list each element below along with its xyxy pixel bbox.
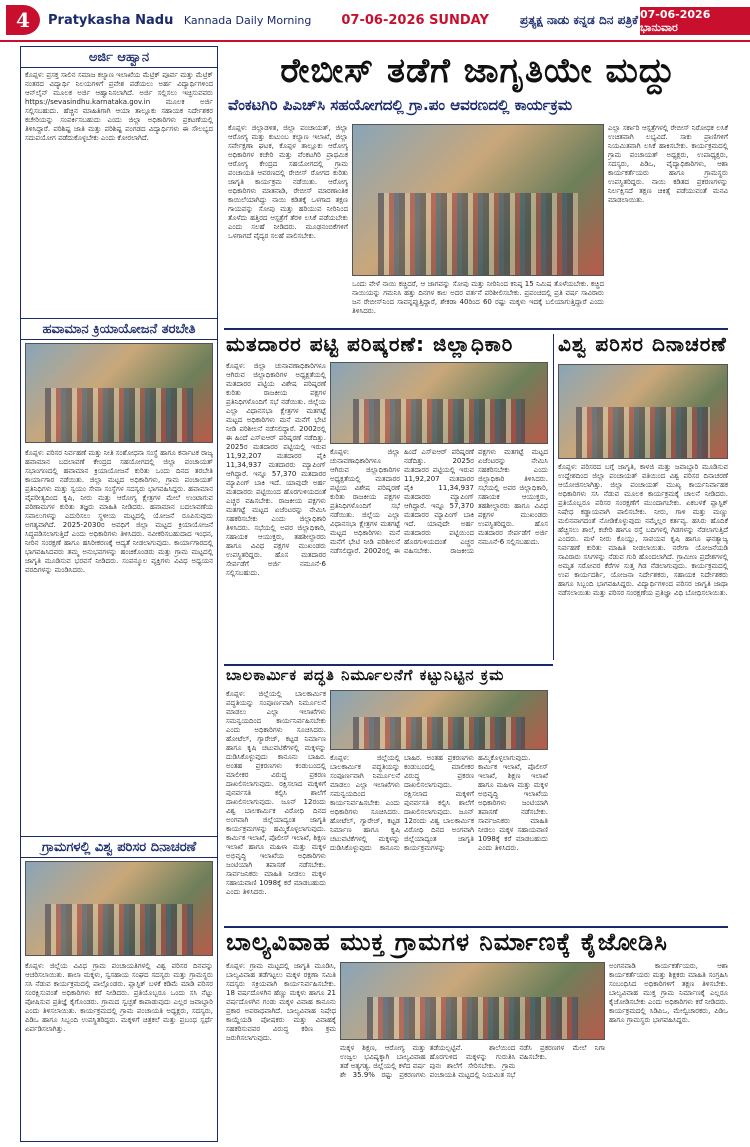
left-item1-body: ಕೊಪ್ಪಳ: ಪ್ರಸಕ್ತ ಸಾಲಿನ ಸಮಾಜ ಕಲ್ಯಾಣ ಇಲಾಖೆಯ ಮೆಟ್ರಿಕ್ ಪೂರ್ವ ಮತ್ತು ಮೆಟ್ರಿಕ್ ನಂತರದ ವಿದ್ಯಾರ್ಥಿ ನಿಲಯಗಳಿಗೆ ಪ್ರವೇಶ ಪಡೆಯಲು ಅರ್ಹ ವಿದ್ಯಾರ್ಥಿಗಳಿಂದ ಆನ್‌ಲೈನ್ ಮೂಲಕ ಅರ್ಜಿ ಆಹ್ವಾನಿಸಲಾಗಿದೆ. ಅರ್ಜಿ ಸಲ್ಲಿಸಲು ಇಚ್ಛಿಸುವವರು https://sevasindhu.karnataka.gov.in ಮೂಲಕ ಅರ್ಜಿ ಸಲ್ಲಿಸಬಹುದು. ಹೆಚ್ಚಿನ ಮಾಹಿತಿಗಾಗಿ ಆಯಾ ತಾಲ್ಲೂಕು ಸಹಾಯಕ ನಿರ್ದೇಶಕರ ಕಚೇರಿಯನ್ನು ಸಂಪರ್ಕಿಸಬಹುದು ಎಂದು ಜಿಲ್ಲಾ ಅಧಿಕಾರಿಗಳು ಪ್ರಕಟಣೆಯಲ್ಲಿ ತಿಳಿಸಿದ್ದಾರೆ. ಪರಿಶಿಷ್ಟ ಜಾತಿ ಮತ್ತು ಪರಿಶಿಷ್ಟ ಪಂಗಡದ ವಿದ್ಯಾರ್ಥಿಗಳು ಈ ಸೌಲಭ್ಯದ ಸದುಪಯೋಗ ಪಡೆದುಕೊಳ್ಳಬೇಕು ಎಂದು ಕೋರಲಾಗಿದೆ. (25, 71, 213, 142)
story2-body: ಕೊಪ್ಪಳ: ಜಿಲ್ಲಾ ಚುನಾವಣಾಧಿಕಾರಿಗಳೂ ಆಗಿರುವ ಜಿಲ್ಲಾಧಿಕಾರಿಗಳ ಅಧ್ಯಕ್ಷತೆಯಲ್ಲಿ ಮತದಾರರ ಪಟ್ಟಿಯ ವಿಶೇಷ ಪರಿಷ್ಕರಣೆ ಕುರಿತು ರಾಜಕೀಯ ಪಕ್ಷಗಳ ಪ್ರತಿನಿಧಿಗಳೊಂದಿಗೆ ಸಭೆ ನಡೆಯಿತು. ಜಿಲ್ಲೆಯ ಎಲ್ಲಾ ವಿಧಾನಸಭಾ ಕ್ಷೇತ್ರಗಳ ಮತಗಟ್ಟೆ ಮಟ್ಟದ ಅಧಿಕಾರಿಗಳು ಮನೆ ಮನೆಗೆ ಭೇಟಿ ನೀಡಿ ಪರಿಶೀಲನೆ ನಡೆಸಲಿದ್ದಾರೆ. 2002ರಲ್ಲಿ ಈ ಹಿಂದೆ ಎಸ್‌ಐಆರ್ ಪರಿಷ್ಕರಣೆ ನಡೆದಿತ್ತು. 2025ರ ಮತದಾರರ ಪಟ್ಟಿಯಲ್ಲಿ ಇರುವ 11,92,207 ಮತದಾರರ ಪೈಕಿ 11,34,937 ಮತದಾರರು ಮ್ಯಾಪಿಂಗ್ ಆಗಿದ್ದಾರೆ. ಇನ್ನೂ 57,370 ಮತದಾರರ ಮ್ಯಾಪಿಂಗ್ ಬಾಕಿ ಇದೆ. ಯಾವುದೇ ಅರ್ಹ ಮತದಾರರು ಪಟ್ಟಿಯಿಂದ ಹೊರಗುಳಿಯದಂತೆ ಎಚ್ಚರ ವಹಿಸಬೇಕು. ರಾಜಕೀಯ ಪಕ್ಷಗಳು ಮತಗಟ್ಟೆ ಮಟ್ಟದ ಏಜೆಂಟರನ್ನು ನೇಮಿಸಿ ಸಹಕರಿಸಬೇಕು ಎಂದು ಜಿಲ್ಲಾಧಿಕಾರಿ ತಿಳಿಸಿದರು. ಸಭೆಯಲ್ಲಿ ಅಪರ ಜಿಲ್ಲಾಧಿಕಾರಿ, ಸಹಾಯಕ ಆಯುಕ್ತರು, ತಹಶೀಲ್ದಾರರು ಹಾಗೂ ವಿವಿಧ ಪಕ್ಷಗಳ ಮುಖಂಡರು ಉಪಸ್ಥಿತರಿದ್ದರು. ಹೊಸ ಮತದಾರರ ಸೇರ್ಪಡೆಗೆ ಅರ್ಜಿ ನಮೂನೆ-6 ಸಲ್ಲಿಸಬಹುದು. (226, 362, 326, 577)
left-item1-title: ಅರ್ಜಿ ಆಹ್ವಾನ (21, 47, 217, 68)
story5-body-right: ಅಂಗನವಾಡಿ ಕಾರ್ಯಕರ್ತೆಯರು, ಆಶಾ ಕಾರ್ಯಕರ್ತೆಯರು ಮತ್ತು ಶಿಕ್ಷಕರು ಮಾಹಿತಿ ಸಂಗ್ರಹಿಸಿ ಸಂಬಂಧಿಸಿದ ಅಧಿಕಾರಿಗಳಿಗೆ ತಕ್ಷಣ ತಿಳಿಸಬೇಕು. ಬಾಲ್ಯವಿವಾಹ ಮುಕ್ತ ಗ್ರಾಮ ನಿರ್ಮಾಣಕ್ಕೆ ಎಲ್ಲರೂ ಕೈಜೋಡಿಸಬೇಕು ಎಂದು ಅಧಿಕಾರಿಗಳು ಕರೆ ನೀಡಿದರು. ಕಾರ್ಯಕ್ರಮದಲ್ಲಿ ಸಿಡಿಪಿಒ, ಮೇಲ್ವಿಚಾರಕರು, ಪಿಡಿಒ ಹಾಗೂ ಗ್ರಾಮಸ್ಥರು ಭಾಗವಹಿಸಿದ್ದರು. (609, 962, 728, 1024)
story5-headline: ಬಾಲ್ಯವಿವಾಹ ಮುಕ್ತ ಗ್ರಾಮಗಳ ನಿರ್ಮಾಣಕ್ಕೆ ಕೈಜೋಡಿಸಿ (226, 928, 668, 956)
story2-body-cont: ಕೊಪ್ಪಳ: ಜಿಲ್ಲಾ ಚುನಾವಣಾಧಿಕಾರಿಗಳೂ ಆಗಿರುವ ಜಿಲ್ಲಾಧಿಕಾರಿಗಳ ಅಧ್ಯಕ್ಷತೆಯಲ್ಲಿ ಮತದಾರರ ಪಟ್ಟಿಯ ವಿಶೇಷ ಪರಿಷ್ಕರಣೆ ಕುರಿತು ರಾಜಕೀಯ ಪಕ್ಷಗಳ ಪ್ರತಿನಿಧಿಗಳೊಂದಿಗೆ ಸಭೆ ನಡೆಯಿತು. ಜಿಲ್ಲೆಯ ಎಲ್ಲಾ ವಿಧಾನಸಭಾ ಕ್ಷೇತ್ರಗಳ ಮತಗಟ್ಟೆ ಮಟ್ಟದ ಅಧಿಕಾರಿಗಳು ಮನೆ ಮನೆಗೆ ಭೇಟಿ ನೀಡಿ ಪರಿಶೀಲನೆ ನಡೆಸಲಿದ್ದಾರೆ. 2002ರಲ್ಲಿ ಈ ಹಿಂದೆ ಎಸ್‌ಐಆರ್ ಪರಿಷ್ಕರಣೆ ನಡೆದಿತ್ತು. 2025ರ ಮತದಾರರ ಪಟ್ಟಿಯಲ್ಲಿ ಇರುವ 11,92,207 ಮತದಾರರ ಪೈಕಿ 11,34,937 ಮತದಾರರು ಮ್ಯಾಪಿಂಗ್ ಆಗಿದ್ದಾರೆ. ಇನ್ನೂ 57,370 ಮತದಾರರ ಮ್ಯಾಪಿಂಗ್ ಬಾಕಿ ಇದೆ. ಯಾವುದೇ ಅರ್ಹ ಮತದಾರರು ಪಟ್ಟಿಯಿಂದ ಹೊರಗುಳಿಯದಂತೆ ಎಚ್ಚರ ವಹಿಸಬೇಕು. ರಾಜಕೀಯ ಪಕ್ಷಗಳು ಮತಗಟ್ಟೆ ಮಟ್ಟದ ಏಜೆಂಟರನ್ನು ನೇಮಿಸಿ ಸಹಕರಿಸಬೇಕು ಎಂದು ಜಿಲ್ಲಾಧಿಕಾರಿ ತಿಳಿಸಿದರು. ಸಭೆಯಲ್ಲಿ ಅಪರ ಜಿಲ್ಲಾಧಿಕಾರಿ, ಸಹಾಯಕ ಆಯುಕ್ತರು, ತಹಶೀಲ್ದಾರರು ಹಾಗೂ ವಿವಿಧ ಪಕ್ಷಗಳ ಮುಖಂಡರು ಉಪಸ್ಥಿತರಿದ್ದರು. ಹೊಸ ಮತದಾರರ ಸೇರ್ಪಡೆಗೆ ಅರ್ಜಿ ನಮೂನೆ-6 ಸಲ್ಲಿಸಬಹುದು. (330, 448, 548, 555)
issue-date-kannada: 07-06-2026 ಭಾನುವಾರ (640, 7, 750, 35)
left-item3-title: ಗ್ರಾಮಗಳಲ್ಲಿ ವಿಶ್ವ ಪರಿಸರ ದಿನಾಚರಣೆ (21, 836, 217, 858)
story4-body-cont: ಕೊಪ್ಪಳ: ಜಿಲ್ಲೆಯಲ್ಲಿ ಬಾಲಕಾರ್ಮಿಕ ಪದ್ಧತಿಯನ್ನು ಸಂಪೂರ್ಣವಾಗಿ ನಿರ್ಮೂಲನೆ ಮಾಡಲು ಎಲ್ಲಾ ಇಲಾಖೆಗಳು ಸಮನ್ವಯದಿಂದ ಕಾರ್ಯನಿರ್ವಹಿಸಬೇಕು ಎಂದು ಅಧಿಕಾರಿಗಳು ಸೂಚಿಸಿದರು. ಹೋಟೆಲ್, ಗ್ಯಾರೇಜ್, ಕಟ್ಟಡ ನಿರ್ಮಾಣ ಹಾಗೂ ಕೃಷಿ ಚಟುವಟಿಕೆಗಳಲ್ಲಿ ಮಕ್ಕಳನ್ನು ದುಡಿಸಿಕೊಳ್ಳುವುದು ಕಾನೂನು ಬಾಹಿರ. ಅಂತಹ ಪ್ರಕರಣಗಳು ಕಂಡುಬಂದಲ್ಲಿ ಮಾಲೀಕರ ವಿರುದ್ಧ ಪ್ರಕರಣ ದಾಖಲಿಸಲಾಗುವುದು. ರಕ್ಷಿಸಲಾದ ಮಕ್ಕಳಿಗೆ ಪುನರ್ವಸತಿ ಕಲ್ಪಿಸಿ ಶಾಲೆಗೆ ದಾಖಲಿಸಲಾಗುವುದು. ಜೂನ್ 12ರಂದು ವಿಶ್ವ ಬಾಲಕಾರ್ಮಿಕ ವಿರೋಧಿ ದಿನದ ಅಂಗವಾಗಿ ಜಿಲ್ಲೆಯಾದ್ಯಂತ ಜಾಗೃತಿ ಕಾರ್ಯಕ್ರಮಗಳನ್ನು ಹಮ್ಮಿಕೊಳ್ಳಲಾಗುವುದು. ಕಾರ್ಮಿಕ ಇಲಾಖೆ, ಪೊಲೀಸ್ ಇಲಾಖೆ, ಶಿಕ್ಷಣ ಇಲಾಖೆ ಹಾಗೂ ಮಹಿಳಾ ಮತ್ತು ಮಕ್ಕಳ ಅಭಿವೃದ್ಧಿ ಇಲಾಖೆಯ ಅಧಿಕಾರಿಗಳು ಜಂಟಿಯಾಗಿ ತಪಾಸಣೆ ನಡೆಸಬೇಕು. ಸಾರ್ವಜನಿಕರು ಮಾಹಿತಿ ನೀಡಲು ಮಕ್ಕಳ ಸಹಾಯವಾಣಿ 1098ಕ್ಕೆ ಕರೆ ಮಾಡಬಹುದು ಎಂದು ತಿಳಿಸಿದರು. (330, 754, 548, 852)
story3-body: ಕೊಪ್ಪಳ: ಪರಿಸರದ ಬಗ್ಗೆ ಜಾಗೃತಿ, ಕಾಳಜಿ ಮತ್ತು ಜವಾಬ್ದಾರಿ ಮೂಡಿಸುವ ಉದ್ದೇಶದಿಂದ ಜಿಲ್ಲಾ ಪಂಚಾಯತ್ ವತಿಯಿಂದ ವಿಶ್ವ ಪರಿಸರ ದಿನಾಚರಣೆ ಆಯೋಜಿಸಲಾಗಿತ್ತು. ಜಿಲ್ಲಾ ಪಂಚಾಯತ್ ಮುಖ್ಯ ಕಾರ್ಯನಿರ್ವಾಹಕ ಅಧಿಕಾರಿಗಳು ಸಸಿ ನೆಡುವ ಮೂಲಕ ಕಾರ್ಯಕ್ರಮಕ್ಕೆ ಚಾಲನೆ ನೀಡಿದರು. ಪ್ರತಿಯೊಬ್ಬರೂ ಪರಿಸರ ಸಂರಕ್ಷಣೆಗೆ ಮುಂದಾಗಬೇಕು. ಏಕಬಳಕೆ ಪ್ಲಾಸ್ಟಿಕ್ ನಿಷೇಧ ಕಡ್ಡಾಯವಾಗಿ ಪಾಲಿಸಬೇಕು. ನೀರು, ಗಾಳಿ ಮತ್ತು ಮಣ್ಣು ಮಲಿನವಾಗದಂತೆ ನೋಡಿಕೊಳ್ಳುವುದು ನಮ್ಮೆಲ್ಲರ ಕರ್ತವ್ಯ. ಹಸಿರು ಹೊದಿಕೆ ಹೆಚ್ಚಿಸಲು ಶಾಲೆ, ಕಚೇರಿ ಹಾಗೂ ರಸ್ತೆ ಬದಿಗಳಲ್ಲಿ ಗಿಡಗಳನ್ನು ನೆಡಲಾಗುತ್ತಿದೆ ಎಂದರು. ಮಳೆ ನೀರು ಕೊಯ್ಲು, ಸಾವಯವ ಕೃಷಿ ಹಾಗೂ ಘನತ್ಯಾಜ್ಯ ನಿರ್ವಹಣೆ ಕುರಿತು ಮಾಹಿತಿ ನೀಡಲಾಯಿತು. ನರೇಗಾ ಯೋಜನೆಯಡಿ ಸಾವಿರಾರು ಸಸಿಗಳನ್ನು ನೆಡುವ ಗುರಿ ಹೊಂದಲಾಗಿದೆ. ಗ್ರಾಮೀಣ ಪ್ರದೇಶಗಳಲ್ಲಿ ಅಮೃತ ಸರೋವರ ಕೆರೆಗಳ ಸುತ್ತ ಗಿಡ ನೆಡಲಾಗುವುದು. ಕಾರ್ಯಕ್ರಮದಲ್ಲಿ ಉಪ ಕಾರ್ಯದರ್ಶಿ, ಯೋಜನಾ ನಿರ್ದೇಶಕರು, ಸಹಾಯಕ ನಿರ್ದೇಶಕರು ಹಾಗೂ ಸಿಬ್ಬಂದಿ ಭಾಗವಹಿಸಿದ್ದರು. ವಿದ್ಯಾರ್ಥಿಗಳಿಂದ ಪರಿಸರ ಜಾಗೃತಿ ಜಾಥಾ ನಡೆಸಲಾಯಿತು ಮತ್ತು ಪರಿಸರ ಸಂರಕ್ಷಣೆಯ ಪ್ರತಿಜ್ಞಾ ವಿಧಿ ಬೋಧಿಸಲಾಯಿತು. (558, 463, 728, 597)
left-column (20, 46, 218, 1142)
left-item3-body: ಕೊಪ್ಪಳ: ಜಿಲ್ಲೆಯ ವಿವಿಧ ಗ್ರಾಮ ಪಂಚಾಯತಿಗಳಲ್ಲಿ ವಿಶ್ವ ಪರಿಸರ ದಿನವನ್ನು ಆಚರಿಸಲಾಯಿತು. ಶಾಲಾ ಮಕ್ಕಳು, ಸ್ವಸಹಾಯ ಸಂಘದ ಸದಸ್ಯರು ಮತ್ತು ಗ್ರಾಮಸ್ಥರು ಸಸಿ ನೆಡುವ ಕಾರ್ಯಕ್ರಮದಲ್ಲಿ ಪಾಲ್ಗೊಂಡರು. ಪ್ಲಾಸ್ಟಿಕ್ ಬಳಕೆ ಕಡಿಮೆ ಮಾಡಿ ಪರಿಸರ ಸಂರಕ್ಷಿಸುವಂತೆ ಅಧಿಕಾರಿಗಳು ಕರೆ ನೀಡಿದರು. ಪ್ರತಿಯೊಬ್ಬರೂ ಒಂದು ಸಸಿ ನೆಟ್ಟು ಪೋಷಿಸುವ ಪ್ರತಿಜ್ಞೆ ಕೈಗೊಂಡರು. ಗ್ರಾಮದ ಸ್ವಚ್ಛತೆ ಕಾಪಾಡುವುದು ಎಲ್ಲರ ಜವಾಬ್ದಾರಿ ಎಂದು ತಿಳಿಸಲಾಯಿತು. ಕಾರ್ಯಕ್ರಮದಲ್ಲಿ ಗ್ರಾಮ ಪಂಚಾಯತಿ ಅಧ್ಯಕ್ಷರು, ಸದಸ್ಯರು, ಪಿಡಿಒ ಹಾಗೂ ಸಿಬ್ಬಂದಿ ಉಪಸ್ಥಿತರಿದ್ದರು. ಮಕ್ಕಳಿಗೆ ಚಿತ್ರಕಲೆ ಮತ್ತು ಪ್ರಬಂಧ ಸ್ಪರ್ಧೆ ಏರ್ಪಡಿಸಲಾಗಿತ್ತು. (25, 962, 213, 1033)
story2-photo (330, 362, 548, 444)
story4-headline: ಬಾಲಕಾರ್ಮಿಕ ಪದ್ಧತಿ ನಿರ್ಮೂಲನೆಗೆ ಕಟ್ಟುನಿಟ್ಟಿನ ಕ್ರಮ (226, 666, 505, 684)
paper-name: Pratykasha Nadu Kannada Daily Morning (48, 12, 312, 28)
story5-body-mid: ಮಕ್ಕಳ ಶಿಕ್ಷಣ, ಆರೋಗ್ಯ ಮತ್ತು ಉಜ್ವಲ ಭವಿಷ್ಯಕ್ಕಾಗಿ ಬಾಲ್ಯವಿವಾಹ ತಡೆ ಅತ್ಯಗತ್ಯ. ಜಿಲ್ಲೆಯಲ್ಲಿ ಕಳೆದ ವರ್ಷ ಶೇ 35.9% ರಷ್ಟು ಪ್ರಕರಣಗಳು ತಡೆಯಲ್ಪಟ್ಟಿವೆ. ಶಾಲೆಯಿಂದ ಹೊರಗುಳಿದ ಮಕ್ಕಳನ್ನು ಗುರುತಿಸಿ ಪುನಃ ಶಾಲೆಗೆ ಸೇರಿಸಬೇಕು. ಗ್ರಾಮ ಪಂಚಾಯತಿ ಮಟ್ಟದಲ್ಲಿ ನಿಯಮಿತ ಸಭೆ ನಡೆಸಿ ಪ್ರಕರಣಗಳ ಮೇಲೆ ನಿಗಾ ವಹಿಸಬೇಕು. (340, 1044, 605, 1079)
story3-photo (558, 364, 728, 459)
story2-headline: ಮತದಾರರ ಪಟ್ಟಿ ಪರಿಷ್ಕರಣೆ: ಜಿಲ್ಲಾಧಿಕಾರಿ (226, 332, 514, 356)
left-item3-photo (25, 861, 213, 956)
lead-body-bottom: ಒಂದು ವೇಳೆ ನಾಯಿ ಕಚ್ಚಿದರೆ, ಆ ಜಾಗವನ್ನು ಸೋಪು ಮತ್ತು ನೀರಿನಿಂದ ಕನಿಷ್ಠ 15 ನಿಮಿಷ ತೊಳೆಯಬೇಕು. ಕಚ್ಚಿದ ನಾಯಿಯನ್ನು ಗಮನಿಸಿ ಹತ್ತು ದಿನಗಳ ಕಾಲ ಅದರ ವರ್ತನೆ ಪರಿಶೀಲಿಸಬೇಕು. ಪ್ರಪಂಚದಲ್ಲಿ ಪ್ರತಿ ವರ್ಷ ಸಾವಿರಾರು ಜನ ರೇಬೀಸ್‌ನಿಂದ ಸಾವನ್ನಪ್ಪುತ್ತಿದ್ದಾರೆ, ಶೇಕಡಾ 40ರಿಂದ 60 ರಷ್ಟು ಮಕ್ಕಳು ಇದಕ್ಕೆ ಬಲಿಯಾಗುತ್ತಿದ್ದಾರೆ ಎಂದು ತಿಳಿಸಿದರು. (352, 280, 604, 315)
lead-body-right: ಎಲ್ಲಾ ಸರ್ಕಾರಿ ಆಸ್ಪತ್ರೆಗಳಲ್ಲಿ ರೇಬೀಸ್ ನಿರೋಧಕ ಲಸಿಕೆ ಉಚಿತವಾಗಿ ಲಭ್ಯವಿದೆ. ಸಾಕು ಪ್ರಾಣಿಗಳಿಗೆ ನಿಯಮಿತವಾಗಿ ಲಸಿಕೆ ಹಾಕಿಸಬೇಕು. ಕಾರ್ಯಕ್ರಮದಲ್ಲಿ ಗ್ರಾಮ ಪಂಚಾಯತ್ ಅಧ್ಯಕ್ಷರು, ಉಪಾಧ್ಯಕ್ಷರು, ಸದಸ್ಯರು, ಪಿಡಿಒ, ವೈದ್ಯಾಧಿಕಾರಿಗಳು, ಆಶಾ ಕಾರ್ಯಕರ್ತೆಯರು ಹಾಗೂ ಗ್ರಾಮಸ್ಥರು ಉಪಸ್ಥಿತರಿದ್ದರು. ನಾಯಿ ಕಡಿತದ ಪ್ರಕರಣಗಳನ್ನು ನಿರ್ಲಕ್ಷಿಸದೆ ತಕ್ಷಣ ಚಿಕಿತ್ಸೆ ಪಡೆಯುವಂತೆ ಮನವಿ ಮಾಡಲಾಯಿತು. (608, 124, 728, 204)
divider (224, 328, 728, 330)
story4-photo (330, 690, 548, 750)
paper-tagline: Kannada Daily Morning (183, 13, 312, 27)
masthead (0, 0, 750, 42)
left-item2-title: ಹವಾಮಾನ ಕ್ರಿಯಾಯೋಜನೆ ತರಬೇತಿ (21, 318, 217, 340)
left-item2-body: ಕೊಪ್ಪಳ: ಪರಿಸರ ನಿರ್ವಹಣೆ ಮತ್ತು ನೀತಿ ಸಂಶೋಧನಾ ಸಂಸ್ಥೆ ಹಾಗೂ ಕರ್ನಾಟಕ ರಾಜ್ಯ ಹವಾಮಾನ ಬದಲಾವಣೆ ಕೇಂದ್ರದ ಸಹಯೋಗದಲ್ಲಿ ಜಿಲ್ಲಾ ಪಂಚಾಯತ್ ಸಭಾಂಗಣದಲ್ಲಿ ಹವಾಮಾನ ಕ್ರಿಯಾಯೋಜನೆ ಕುರಿತು ಒಂದು ದಿನದ ತರಬೇತಿ ಕಾರ್ಯಾಗಾರ ನಡೆಯಿತು. ಜಿಲ್ಲಾ ಮಟ್ಟದ ಅಧಿಕಾರಿಗಳು, ಗ್ರಾಮ ಪಂಚಾಯತ್ ಪ್ರತಿನಿಧಿಗಳು ಮತ್ತು ಸ್ವಯಂ ಸೇವಾ ಸಂಸ್ಥೆಗಳ ಸದಸ್ಯರು ಭಾಗವಹಿಸಿದ್ದರು. ಹವಾಮಾನ ವೈಪರೀತ್ಯದಿಂದ ಕೃಷಿ, ನೀರು ಮತ್ತು ಆರೋಗ್ಯ ಕ್ಷೇತ್ರಗಳ ಮೇಲೆ ಉಂಟಾಗುವ ಪರಿಣಾಮಗಳ ಕುರಿತು ತಜ್ಞರು ಮಾಹಿತಿ ನೀಡಿದರು. ಹವಾಮಾನ ಬದಲಾವಣೆಯ ಸವಾಲುಗಳನ್ನು ಎದುರಿಸಲು ಸ್ಥಳೀಯ ಮಟ್ಟದಲ್ಲಿ ಯೋಜನೆ ರೂಪಿಸುವುದು ಅಗತ್ಯವಾಗಿದೆ. 2025-2030ರ ಅವಧಿಗೆ ಜಿಲ್ಲಾ ಮಟ್ಟದ ಕ್ರಿಯಾಯೋಜನೆ ಸಿದ್ಧಪಡಿಸಲಾಗುತ್ತಿದೆ ಎಂದು ಅಧಿಕಾರಿಗಳು ತಿಳಿಸಿದರು. ನವೀಕರಿಸಬಹುದಾದ ಇಂಧನ, ನೀರಿನ ಸಂರಕ್ಷಣೆ ಹಾಗೂ ಹಸಿರೀಕರಣಕ್ಕೆ ಆದ್ಯತೆ ನೀಡಲಾಗುವುದು. ಕಾರ್ಯಾಗಾರದಲ್ಲಿ ಭಾಗವಹಿಸಿದವರು ತಮ್ಮ ಅನುಭವಗಳನ್ನು ಹಂಚಿಕೊಂಡರು ಮತ್ತು ಗ್ರಾಮ ಮಟ್ಟದಲ್ಲಿ ಜಾಗೃತಿ ಮೂಡಿಸುವ ಭರವಸೆ ನೀಡಿದರು. ಸಂಪನ್ಮೂಲ ವ್ಯಕ್ತಿಗಳು ವಿವಿಧ ಅಧ್ಯಯನ ವರದಿಗಳನ್ನು ಮಂಡಿಸಿದರು. (25, 449, 213, 574)
lead-photo (352, 124, 604, 276)
page-number: 4 (6, 5, 40, 35)
story3-headline: ವಿಶ್ವ ಪರಿಸರ ದಿನಾಚರಣೆ (558, 332, 727, 356)
story5-body-left: ಕೊಪ್ಪಳ: ಗ್ರಾಮ ಮಟ್ಟದಲ್ಲಿ ಜಾಗೃತಿ ಮೂಡಿಸಿ, ಬಾಲ್ಯವಿವಾಹ ತಡೆಗಟ್ಟಲು ಮಕ್ಕಳ ರಕ್ಷಣಾ ಸಮಿತಿ ಸದಸ್ಯರು ಸಕ್ರಿಯವಾಗಿ ಕಾರ್ಯನಿರ್ವಹಿಸಬೇಕು. 18 ವರ್ಷದೊಳಗಿನ ಹೆಣ್ಣು ಮಕ್ಕಳು ಹಾಗೂ 21 ವರ್ಷದೊಳಗಿನ ಗಂಡು ಮಕ್ಕಳ ವಿವಾಹ ಕಾನೂನು ಪ್ರಕಾರ ಅಪರಾಧವಾಗಿದೆ. ಬಾಲ್ಯವಿವಾಹ ನಿಷೇಧ ಕಾಯ್ದೆಯಡಿ ಪೋಷಕರು ಮತ್ತು ವಿವಾಹಕ್ಕೆ ಸಹಕರಿಸುವವರ ವಿರುದ್ಧ ಕಠಿಣ ಕ್ರಮ ಜರುಗಿಸಲಾಗುವುದು. (226, 962, 336, 1042)
lead-headline: ರೇಬೀಸ್ ತಡೆಗೆ ಜಾಗೃತಿಯೇ ಮದ್ದು (280, 51, 676, 91)
left-item2-photo (25, 343, 213, 443)
divider (553, 334, 554, 660)
story5-photo (340, 962, 605, 1040)
lead-body-left: ಕೊಪ್ಪಳ: ಜಿಲ್ಲಾಡಳಿತ, ಜಿಲ್ಲಾ ಪಂಚಾಯತ್, ಜಿಲ್ಲಾ ಆರೋಗ್ಯ ಮತ್ತು ಕುಟುಂಬ ಕಲ್ಯಾಣ ಇಲಾಖೆ, ಜಿಲ್ಲಾ ಸರ್ವೇಕ್ಷಣಾ ಘಟಕ, ಕೊಪ್ಪಳ ತಾಲ್ಲೂಕು ಆರೋಗ್ಯ ಅಧಿಕಾರಿಗಳ ಕಚೇರಿ ಮತ್ತು ವೆಂಕಟಗಿರಿ ಪ್ರಾಥಮಿಕ ಆರೋಗ್ಯ ಕೇಂದ್ರದ ಸಹಯೋಗದಲ್ಲಿ ಗ್ರಾಮ ಪಂಚಾಯತಿ ಆವರಣದಲ್ಲಿ ರೇಬೀಸ್ ರೋಗದ ಕುರಿತು ಜಾಗೃತಿ ಕಾರ್ಯಕ್ರಮ ನಡೆಯಿತು. ಆರೋಗ್ಯ ಅಧಿಕಾರಿಗಳು ಮಾತನಾಡಿ, ರೇಬೀಸ್ ಮಾರಣಾಂತಿಕ ಕಾಯಿಲೆಯಾಗಿದ್ದು ನಾಯಿ ಕಡಿತಕ್ಕೆ ಒಳಗಾದ ತಕ್ಷಣ ಗಾಯವನ್ನು ಸೋಪು ಮತ್ತು ಹರಿಯುವ ನೀರಿನಿಂದ ತೊಳೆದು ಹತ್ತಿರದ ಆಸ್ಪತ್ರೆಗೆ ತೆರಳಿ ಲಸಿಕೆ ಪಡೆಯಬೇಕು ಎಂದು ಸಲಹೆ ನೀಡಿದರು. ಮೂಢನಂಬಿಕೆಗಳಿಗೆ ಒಳಗಾಗದೆ ವೈದ್ಯರ ಸಲಹೆ ಪಾಲಿಸಬೇಕು. (228, 124, 348, 240)
lead-subheadline: ವೆಂಕಟಗಿರಿ ಪಿಎಚ್‌ಸಿ ಸಹಯೋಗದಲ್ಲಿ ಗ್ರಾ.ಪಂ ಆವರಣದಲ್ಲಿ ಕಾರ್ಯಕ್ರಮ (228, 96, 573, 114)
paper-name-kannada: ಪ್ರತ್ಯಕ್ಷ ನಾಡು ಕನ್ನಡ ದಿನ ಪತ್ರಿಕೆ (519, 12, 638, 27)
story4-body: ಕೊಪ್ಪಳ: ಜಿಲ್ಲೆಯಲ್ಲಿ ಬಾಲಕಾರ್ಮಿಕ ಪದ್ಧತಿಯನ್ನು ಸಂಪೂರ್ಣವಾಗಿ ನಿರ್ಮೂಲನೆ ಮಾಡಲು ಎಲ್ಲಾ ಇಲಾಖೆಗಳು ಸಮನ್ವಯದಿಂದ ಕಾರ್ಯನಿರ್ವಹಿಸಬೇಕು ಎಂದು ಅಧಿಕಾರಿಗಳು ಸೂಚಿಸಿದರು. ಹೋಟೆಲ್, ಗ್ಯಾರೇಜ್, ಕಟ್ಟಡ ನಿರ್ಮಾಣ ಹಾಗೂ ಕೃಷಿ ಚಟುವಟಿಕೆಗಳಲ್ಲಿ ಮಕ್ಕಳನ್ನು ದುಡಿಸಿಕೊಳ್ಳುವುದು ಕಾನೂನು ಬಾಹಿರ. ಅಂತಹ ಪ್ರಕರಣಗಳು ಕಂಡುಬಂದಲ್ಲಿ ಮಾಲೀಕರ ವಿರುದ್ಧ ಪ್ರಕರಣ ದಾಖಲಿಸಲಾಗುವುದು. ರಕ್ಷಿಸಲಾದ ಮಕ್ಕಳಿಗೆ ಪುನರ್ವಸತಿ ಕಲ್ಪಿಸಿ ಶಾಲೆಗೆ ದಾಖಲಿಸಲಾಗುವುದು. ಜೂನ್ 12ರಂದು ವಿಶ್ವ ಬಾಲಕಾರ್ಮಿಕ ವಿರೋಧಿ ದಿನದ ಅಂಗವಾಗಿ ಜಿಲ್ಲೆಯಾದ್ಯಂತ ಜಾಗೃತಿ ಕಾರ್ಯಕ್ರಮಗಳನ್ನು ಹಮ್ಮಿಕೊಳ್ಳಲಾಗುವುದು. ಕಾರ್ಮಿಕ ಇಲಾಖೆ, ಪೊಲೀಸ್ ಇಲಾಖೆ, ಶಿಕ್ಷಣ ಇಲಾಖೆ ಹಾಗೂ ಮಹಿಳಾ ಮತ್ತು ಮಕ್ಕಳ ಅಭಿವೃದ್ಧಿ ಇಲಾಖೆಯ ಅಧಿಕಾರಿಗಳು ಜಂಟಿಯಾಗಿ ತಪಾಸಣೆ ನಡೆಸಬೇಕು. ಸಾರ್ವಜನಿಕರು ಮಾಹಿತಿ ನೀಡಲು ಮಕ್ಕಳ ಸಹಾಯವಾಣಿ 1098ಕ್ಕೆ ಕರೆ ಮಾಡಬಹುದು ಎಂದು ತಿಳಿಸಿದರು. (226, 690, 326, 896)
issue-date: 07-06-2026 SUNDAY (341, 12, 489, 28)
